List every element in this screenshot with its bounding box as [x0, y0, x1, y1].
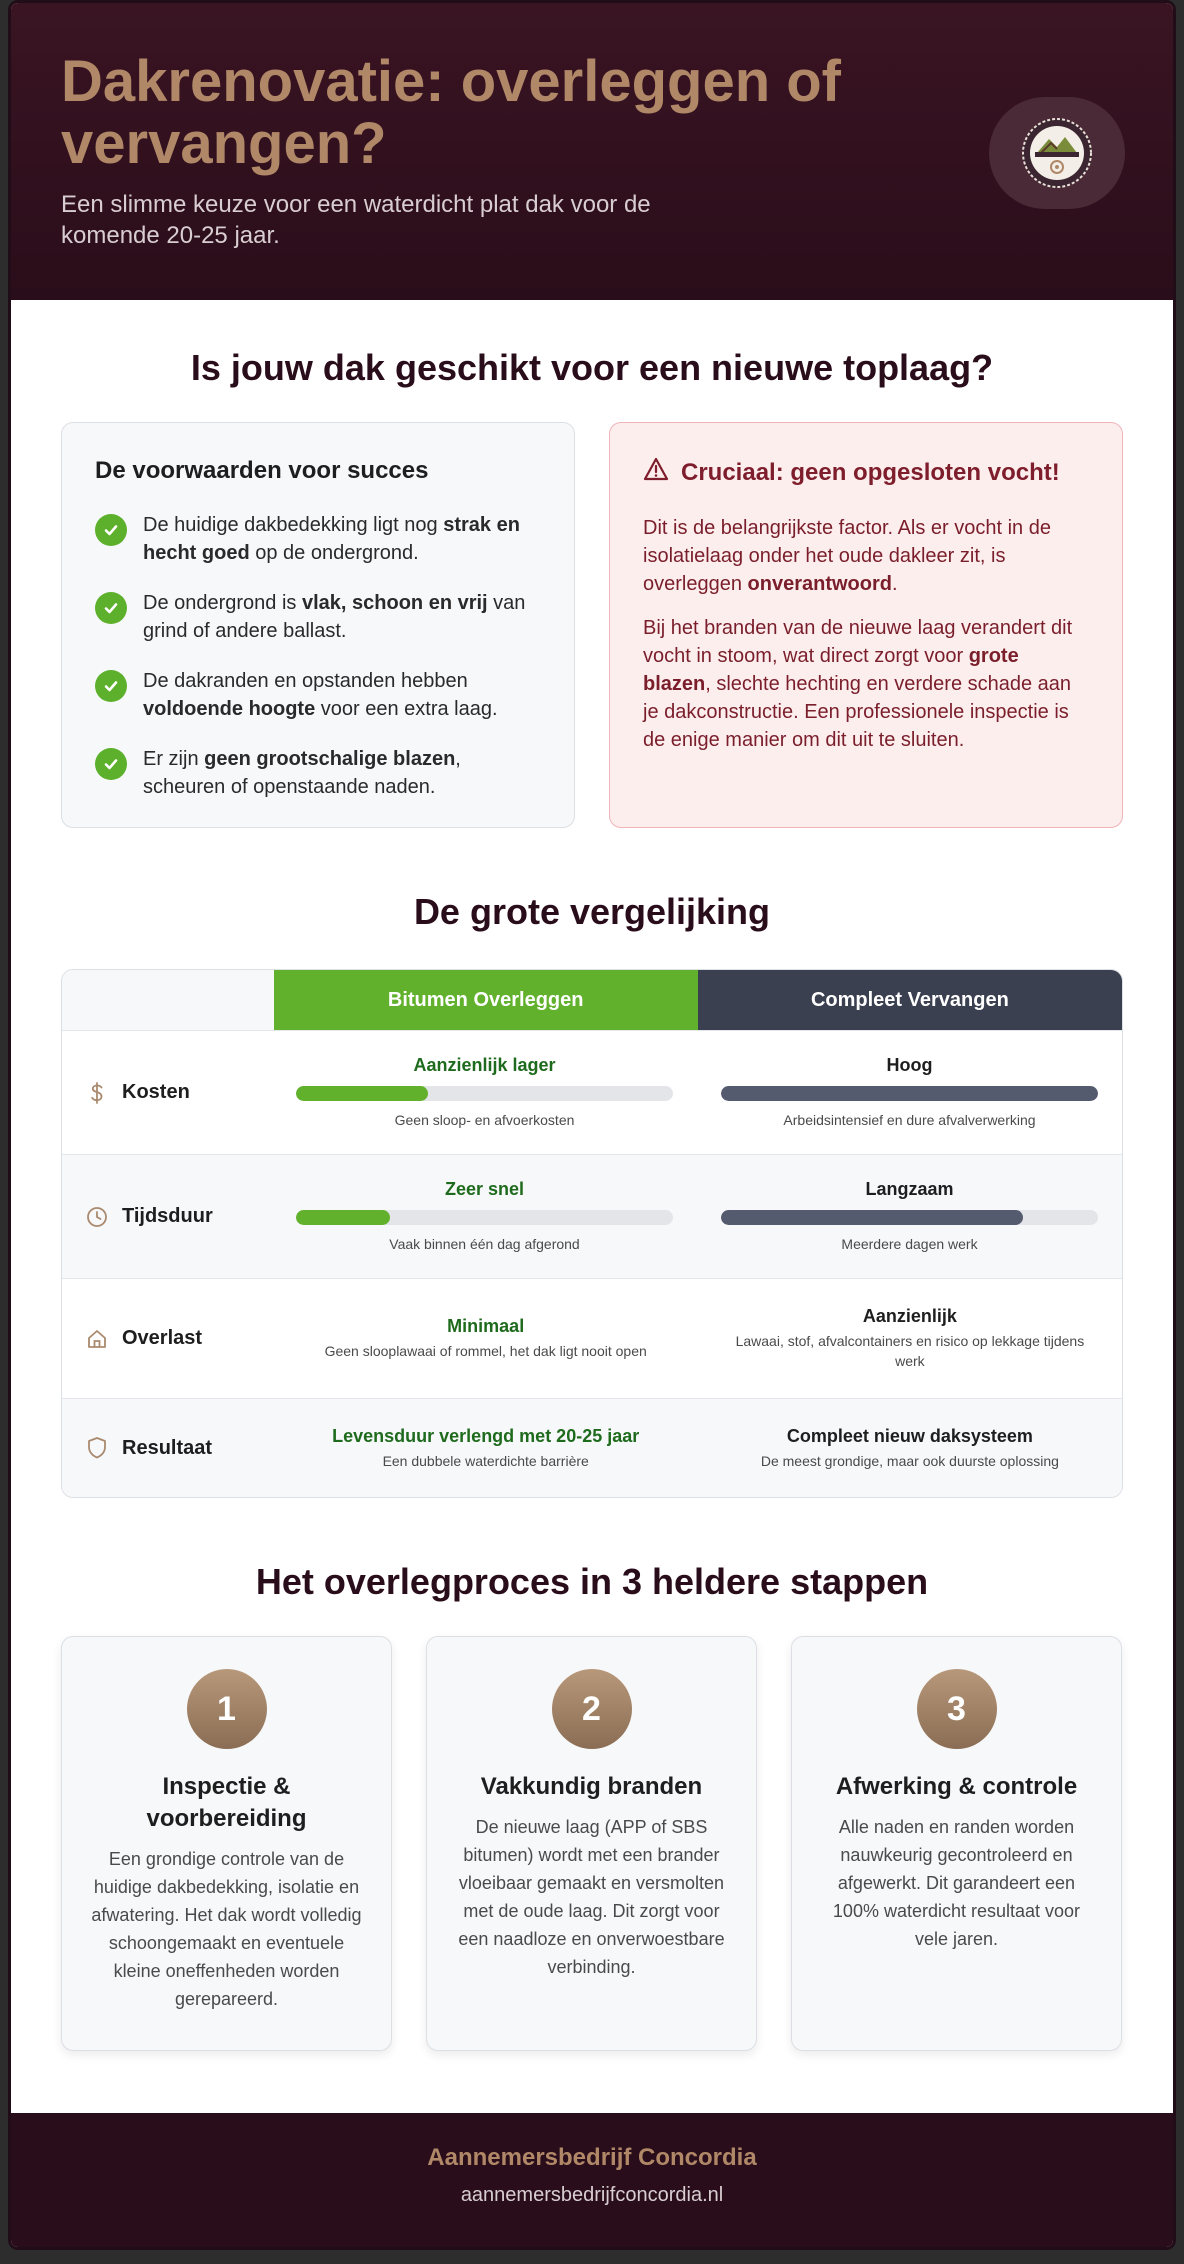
vervangen-cell — [698, 1399, 1122, 1497]
cell-value: Compleet nieuw daksysteem — [786, 1425, 1033, 1446]
cell-value: Aanzienlijk lager — [413, 1055, 556, 1075]
condition-text-end: , scheuren of openstaande naden. — [143, 748, 461, 798]
step-text: De nieuwe laag (APP of SBS bitumen) wordt met een brander vloeibaar gemaakt en versmolten met de oude laag. Dit zorgt voor een naadloze en onverwoestbare verbinding. — [458, 1817, 725, 1977]
vervangen-cell — [698, 1279, 1122, 1398]
condition-item — [95, 511, 541, 567]
warning-triangle-icon — [643, 457, 669, 488]
condition-item — [95, 745, 541, 801]
comparison-row — [62, 1278, 1122, 1398]
comparison-rows — [62, 1030, 1122, 1497]
step-text: Een grondige controle van de huidige dakbedekking, isolatie en afwatering. Het dak wordt volledig schoongemaakt en eventuele kleine oneffenheden worden gerepareerd. — [91, 1849, 362, 2009]
vervangen-cell — [697, 1031, 1122, 1154]
step-text: Alle naden en randen worden nauwkeurig gecontroleerd en afgewerkt. Dit garandeert een 100% waterdicht resultaat voor vele jaren. — [832, 1817, 1081, 1949]
condition-text-end: op de ondergrond. — [249, 542, 419, 564]
level-bar-fill — [296, 1086, 428, 1101]
condition-text-bold: geen grootschalige blazen — [204, 748, 456, 770]
condition-text-bold: vlak, schoon en vrij — [301, 592, 488, 614]
condition-text — [143, 745, 541, 801]
condition-text-start: Er zijn — [143, 748, 205, 770]
condition-text — [143, 511, 541, 567]
step-number: 1 — [187, 1669, 267, 1749]
steps-list — [11, 1636, 1173, 2051]
warning-p1-text: Dit is de belangrijkste factor. Als er vocht in de isolatielaag onder het oude dakleer zit, is overleggen — [643, 517, 1051, 595]
level-bar — [296, 1210, 673, 1225]
warning-p2-bold: grote blazen — [643, 645, 1019, 695]
cell-note: Een dubbele waterdichte barrière — [382, 1452, 589, 1469]
check-circle-icon — [95, 592, 127, 624]
conditions-card-title: De voorwaarden voor succes — [95, 457, 429, 484]
cell-value: Minimaal — [447, 1316, 525, 1336]
overleggen-cell — [272, 1031, 697, 1154]
row-label-text: Kosten — [122, 1081, 190, 1103]
dollar-icon — [86, 1081, 108, 1105]
page — [8, 0, 1176, 2250]
vervangen-cell — [697, 1155, 1122, 1278]
conditions-list — [95, 511, 541, 801]
condition-text-bold: voldoende hoogte — [143, 698, 316, 720]
row-label — [62, 1399, 274, 1497]
condition-text-start: De dakranden en opstanden hebben — [143, 670, 468, 692]
comparison-header — [62, 970, 1122, 1030]
comparison-table — [61, 969, 1123, 1498]
row-label-text: Tijdsduur — [122, 1205, 213, 1227]
step-title: Vakkundig branden — [480, 1773, 703, 1800]
logo-icon — [1017, 113, 1097, 193]
warning-p2-text: Bij het branden van de nieuwe laag verandert dit vocht in stoom, wat direct zorgt voor — [643, 617, 1073, 667]
check-circle-icon — [95, 748, 127, 780]
comparison-header-blank — [62, 970, 274, 1030]
row-label — [62, 1155, 272, 1278]
row-label-text: Resultaat — [122, 1436, 213, 1459]
level-bar — [296, 1086, 673, 1101]
cell-note: Lawaai, stof, afvalcontainers en risico op lekkage tijdens werk — [735, 1333, 1085, 1369]
step-title: Afwerking & controle — [835, 1773, 1078, 1800]
conditions-card — [61, 422, 575, 828]
page-subtitle: Een slimme keuze voor een waterdicht plat dak voor de komende 20-25 jaar. — [61, 191, 651, 249]
cell-value: Aanzienlijk — [862, 1306, 957, 1326]
step-card — [61, 1636, 392, 2051]
steps-section-title: Het overlegproces in 3 heldere stappen — [255, 1561, 929, 1602]
check-circle-icon — [95, 514, 127, 546]
column-header-vervangen: Compleet Vervangen — [698, 970, 1122, 1030]
cell-note: De meest grondige, maar ook duurste oplossing — [760, 1452, 1059, 1469]
condition-text-start: De ondergrond is — [143, 592, 302, 614]
row-label-text: Overlast — [122, 1327, 203, 1349]
cell-value: Zeer snel — [444, 1179, 525, 1199]
cell-note: Geen slooplawaai of rommel, het dak ligt nooit open — [324, 1343, 647, 1359]
warning-p2-end: , slechte hechting en verdere schade aan je dakconstructie. Een professionele inspectie is de enige manier om dit uit te sluiten. — [643, 673, 1072, 751]
footer — [11, 2113, 1173, 2247]
warning-p1-end: . — [891, 573, 898, 595]
cell-value: Hoog — [886, 1055, 933, 1075]
warning-title: Cruciaal: geen opgesloten vocht! — [681, 458, 1060, 486]
shield-icon — [86, 1436, 108, 1460]
warning-card — [609, 422, 1123, 828]
cell-value: Langzaam — [865, 1179, 954, 1199]
warning-paragraph-1 — [643, 514, 1089, 598]
cell-note: Vaak binnen één dag afgerond — [389, 1236, 580, 1252]
condition-text-bold: strak en hecht goed — [143, 514, 520, 564]
step-card — [791, 1636, 1122, 2051]
level-bar-fill — [296, 1210, 390, 1225]
page-title: Dakrenovatie: overleggen of vervangen? — [61, 49, 841, 176]
cell-value: Levensduur verlengd met 20-25 jaar — [332, 1425, 640, 1446]
warning-p1-bold: onverantwoord — [747, 573, 892, 595]
level-bar-fill — [721, 1086, 1098, 1101]
comparison-row — [62, 1030, 1122, 1154]
step-number: 2 — [552, 1669, 632, 1749]
condition-text — [143, 667, 541, 723]
step-card — [426, 1636, 757, 2051]
company-logo — [989, 97, 1125, 209]
condition-text-start: De huidige dakbedekking ligt nog — [143, 514, 444, 536]
warning-title-row — [643, 457, 1089, 488]
overleggen-cell — [274, 1399, 698, 1497]
footer-company: Aannemersbedrijf Concordia — [427, 2144, 757, 2171]
overleggen-cell — [274, 1279, 698, 1398]
comparison-row — [62, 1398, 1122, 1497]
column-header-overleggen: Bitumen Overleggen — [274, 970, 698, 1030]
level-bar-fill — [721, 1210, 1023, 1225]
comparison-row — [62, 1154, 1122, 1278]
clock-icon — [86, 1206, 108, 1228]
condition-text-end: van grind of andere ballast. — [143, 592, 526, 642]
condition-text — [143, 589, 541, 645]
comparison-section-title: De grote vergelijking — [413, 891, 771, 932]
overleggen-cell — [272, 1155, 697, 1278]
header — [11, 3, 1173, 300]
cell-note: Geen sloop- en afvoerkosten — [394, 1112, 575, 1128]
cell-note: Arbeidsintensief en dure afvalverwerking — [783, 1112, 1036, 1128]
step-number: 3 — [917, 1669, 997, 1749]
house-icon — [86, 1328, 108, 1350]
condition-text-end: voor een extra laag. — [315, 698, 498, 720]
condition-item — [95, 589, 541, 645]
conditions-section-title: Is jouw dak geschikt voor een nieuwe toplaag? — [190, 347, 994, 388]
level-bar — [721, 1086, 1098, 1101]
warning-paragraph-2 — [643, 614, 1089, 754]
condition-item — [95, 667, 541, 723]
conditions-cards — [11, 422, 1173, 828]
footer-url[interactable]: aannemersbedrijfconcordia.nl — [460, 2184, 724, 2206]
cell-note: Meerdere dagen werk — [841, 1236, 978, 1252]
row-label — [62, 1031, 272, 1154]
row-label — [62, 1279, 274, 1398]
step-title: Inspectie & voorbereiding — [146, 1773, 307, 1832]
level-bar — [721, 1210, 1098, 1225]
check-circle-icon — [95, 670, 127, 702]
